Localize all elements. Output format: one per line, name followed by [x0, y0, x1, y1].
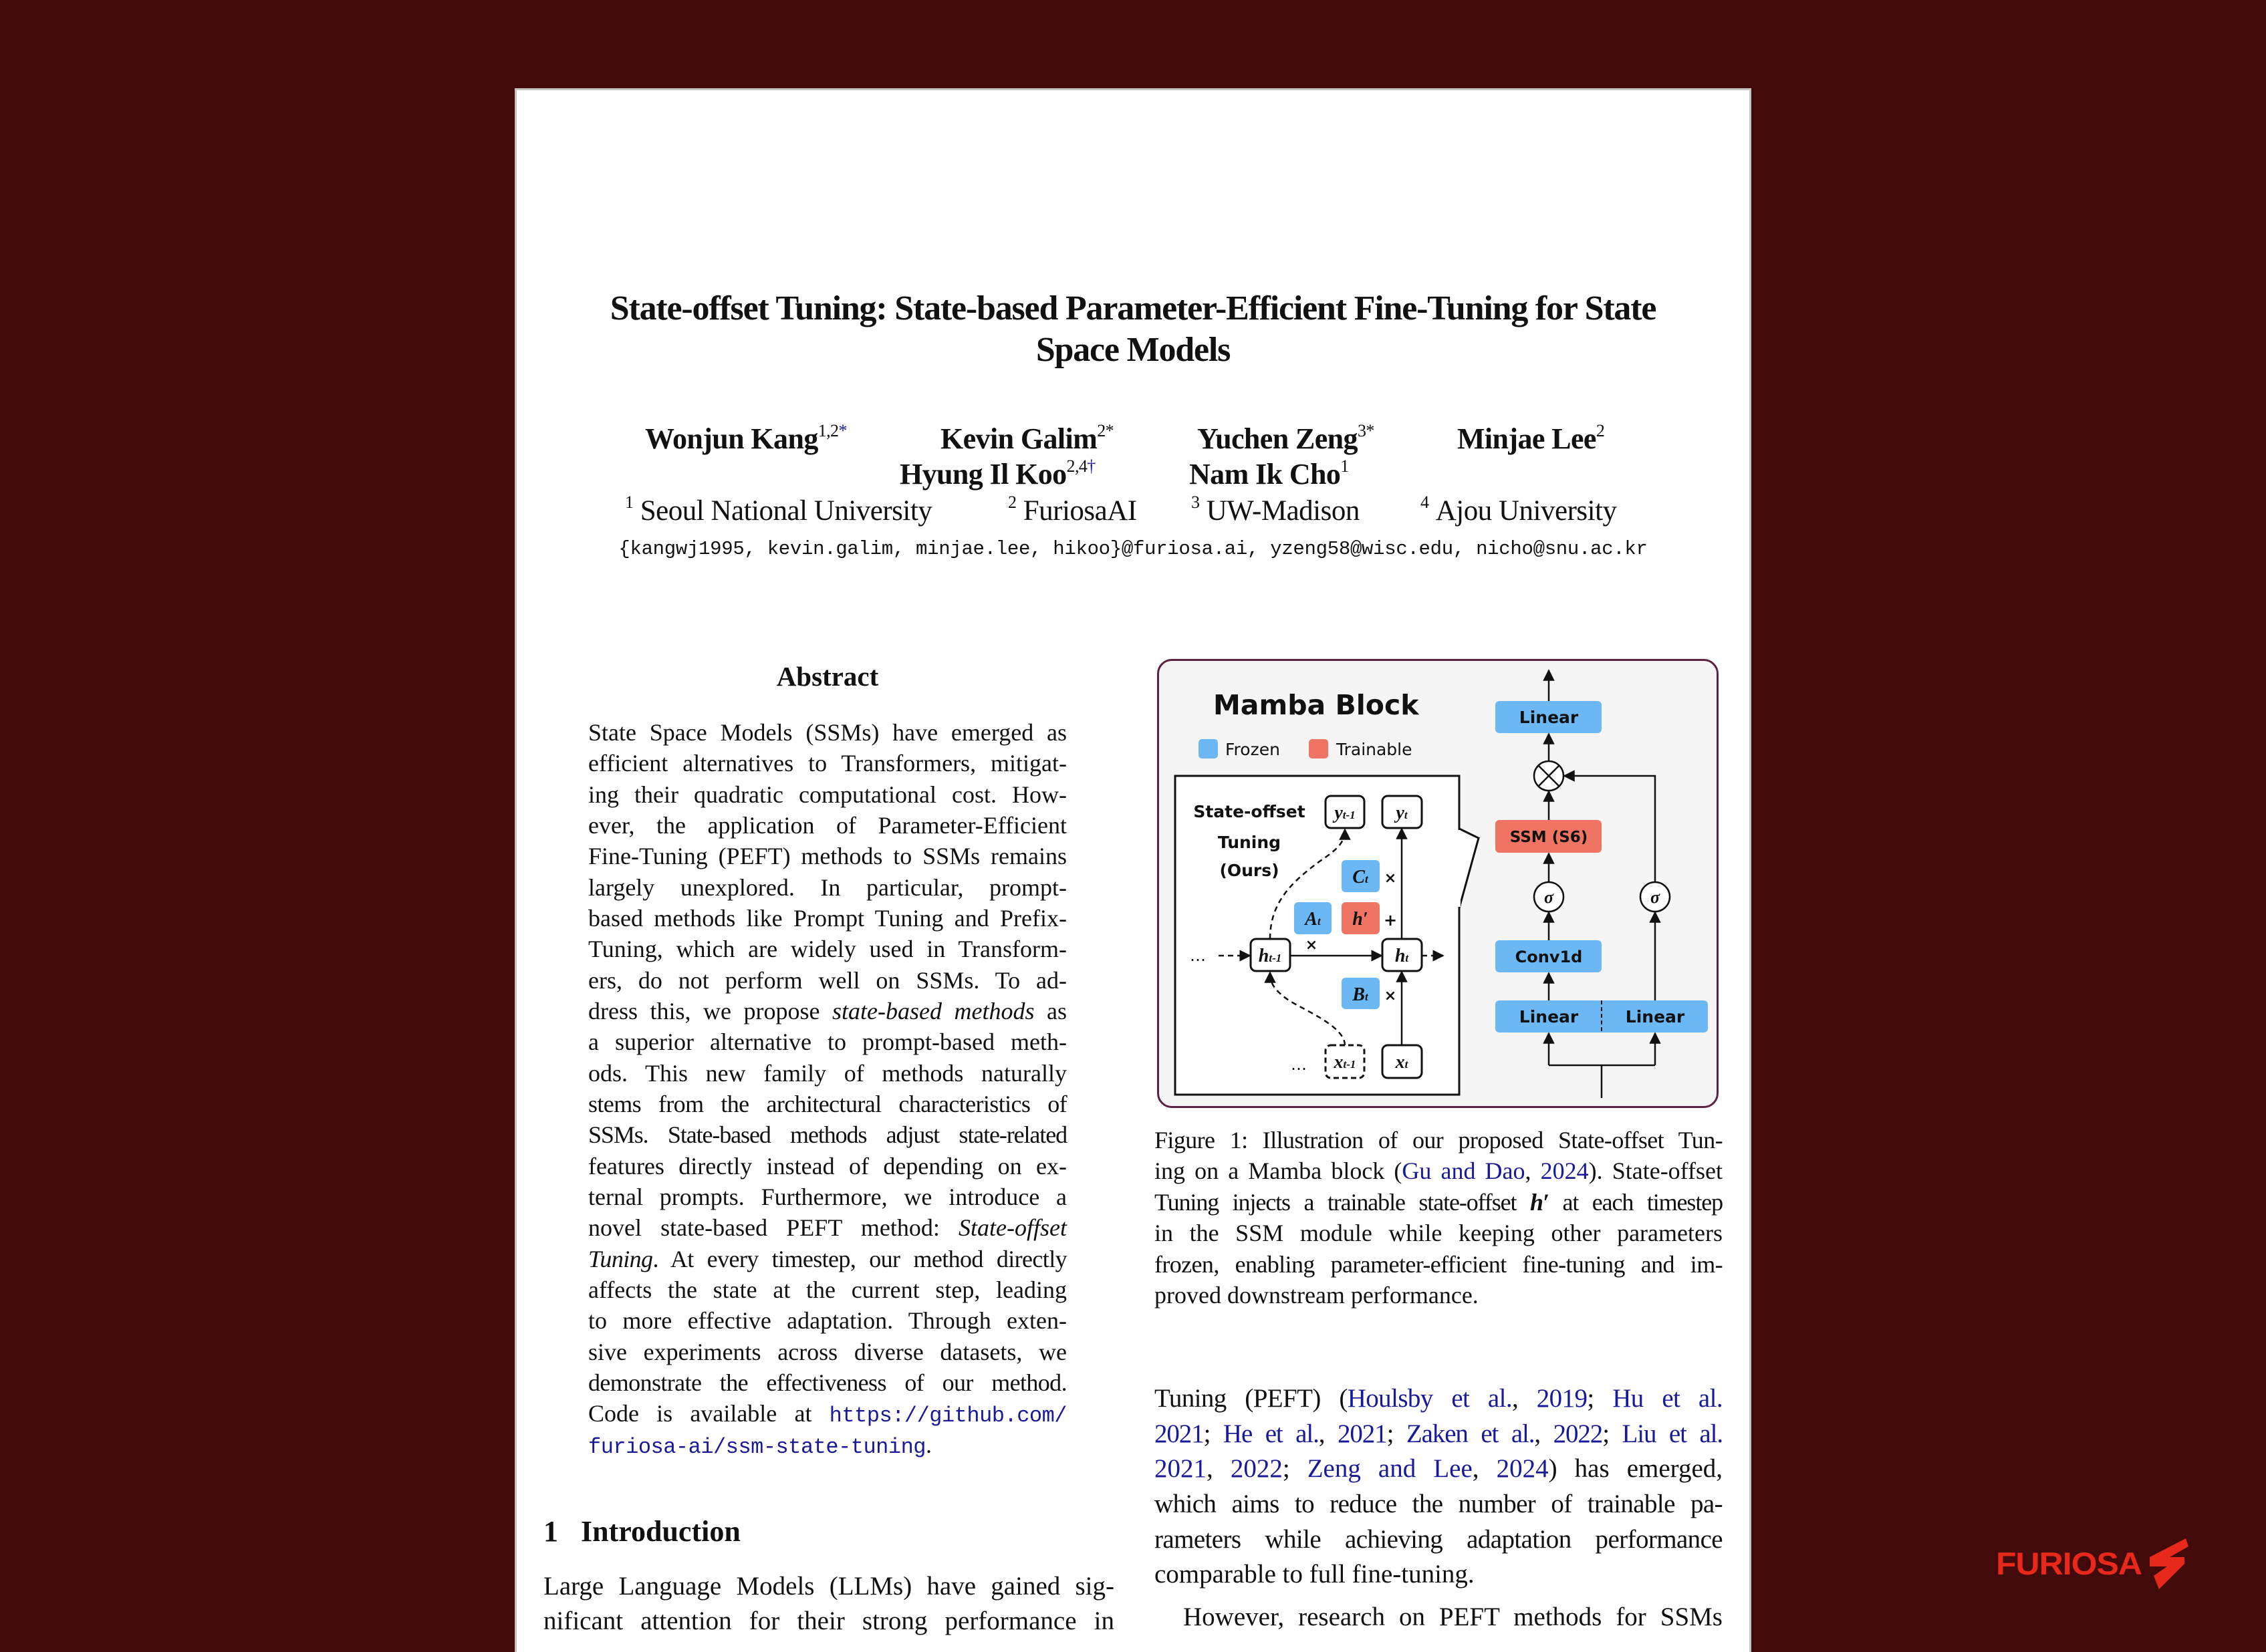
- text-segment: Tuning (PEFT) (: [1154, 1384, 1348, 1413]
- author-minjae-lee: [1457, 421, 1604, 457]
- author-name: Hyung Il Koo: [900, 458, 1067, 491]
- abstract-line: sive experiments across diverse datasets, we: [588, 1339, 1067, 1365]
- abstract-line: SSMs. State-based methods adjust state-related: [588, 1121, 1067, 1148]
- abstract-line: a superior alternative to prompt-based meth-: [588, 1028, 1067, 1055]
- author-yuchen-zeng: [1197, 421, 1374, 457]
- section-heading-introduction: [543, 1514, 741, 1550]
- svg-text:Bt: Bt: [1352, 984, 1368, 1005]
- citation-link[interactable]: 2019: [1536, 1384, 1588, 1413]
- author-name: Yuchen Zeng: [1197, 422, 1358, 455]
- affiliation-number: 4: [1420, 493, 1429, 512]
- legend-trainable-label: Trainable: [1336, 740, 1412, 759]
- affiliation-number: 1: [625, 493, 634, 512]
- svg-text:SSM (S6): SSM (S6): [1509, 829, 1588, 846]
- inset-label-line-2: Tuning: [1217, 833, 1281, 852]
- abstract-line: stems from the architectural characteristics of: [588, 1091, 1067, 1117]
- caption-line: proved downstream performance.: [1154, 1282, 1479, 1309]
- intro-line: Large Language Models (LLMs) have gained sig-: [543, 1572, 1114, 1601]
- equal-contrib-mark: *: [1105, 421, 1114, 440]
- text-segment: ing on a Mamba block (: [1154, 1157, 1402, 1184]
- text-segment: at each timestep: [1548, 1189, 1723, 1216]
- svg-text:ht: ht: [1394, 946, 1409, 966]
- equal-contrib-mark[interactable]: *: [838, 421, 847, 440]
- author-name: Wonjun Kang: [645, 422, 818, 455]
- abstract-line: State Space Models (SSMs) have emerged as: [588, 719, 1067, 746]
- abstract-line: demonstrate the effectiveness of our method.: [588, 1369, 1067, 1396]
- author-affil-sup: 3: [1357, 421, 1366, 440]
- abstract-line: ternal prompts. Furthermore, we introduce a: [588, 1184, 1067, 1210]
- citation-link[interactable]: 2021: [1154, 1454, 1207, 1483]
- section-number: 1: [543, 1515, 558, 1548]
- svg-text:Linear: Linear: [1519, 1007, 1579, 1026]
- citation-link[interactable]: He et al.: [1223, 1419, 1319, 1448]
- svg-text:Conv1d: Conv1d: [1515, 948, 1583, 966]
- abstract-line: ing their quadratic computational cost. How-: [588, 781, 1067, 808]
- equal-contrib-mark: *: [1366, 421, 1374, 440]
- caption-line: Figure 1: Illustration of our proposed State-offset Tun-: [1154, 1127, 1723, 1153]
- abstract-line: based methods like Prompt Tuning and Prefix-: [588, 905, 1067, 932]
- body-line: rameters while achieving adaptation performance: [1154, 1525, 1723, 1554]
- svg-text:h′: h′: [1352, 909, 1368, 930]
- text-segment: Code is available at: [588, 1400, 812, 1427]
- add-op: +: [1383, 911, 1398, 930]
- affiliation-name: Ajou University: [1435, 495, 1617, 527]
- body-line: comparable to full fine-tuning.: [1154, 1560, 1475, 1589]
- caption-line: frozen, enabling parameter-efficient fine-tuning and im-: [1154, 1251, 1723, 1278]
- body-line: However, research on PEFT methods for SSMs: [1183, 1603, 1723, 1631]
- abstract-heading: Abstract: [776, 661, 879, 692]
- text-segment: novel state-based PEFT method:: [588, 1214, 940, 1241]
- corresponding-mark[interactable]: †: [1087, 456, 1096, 476]
- author-kevin-galim: [940, 421, 1114, 457]
- svg-text:yt-1: yt-1: [1334, 803, 1356, 823]
- inset-label-line-3: (Ours): [1219, 861, 1279, 880]
- citation-link[interactable]: 2022: [1553, 1419, 1603, 1448]
- math-h-prime: h′: [1530, 1189, 1549, 1216]
- affiliation-name: FuriosaAI: [1023, 495, 1137, 527]
- mamba-block-diagram: [1157, 659, 1723, 1112]
- abstract-line: [588, 1429, 932, 1460]
- paper-title-line-2: Space Models: [1035, 331, 1231, 369]
- multiply-op: ×: [1384, 870, 1397, 887]
- text-segment: ) has emerged,: [1548, 1454, 1723, 1483]
- body-line: 2021, 2022; Zeng and Lee, 2024) has emerged,: [1154, 1454, 1723, 1483]
- body-line: Tuning (PEFT) (Houlsby et al., 2019; Hu et al.: [1154, 1384, 1723, 1413]
- affiliation-3: [1191, 493, 1360, 529]
- svg-text:yt: yt: [1396, 803, 1408, 823]
- logo-wordmark: FURIOSA: [1996, 1546, 2142, 1582]
- italic-term: state-based methods: [832, 998, 1035, 1024]
- text-segment: . At every timestep, our method directly: [652, 1246, 1067, 1272]
- text-segment: as: [1034, 998, 1067, 1024]
- citation-link[interactable]: 2022: [1230, 1454, 1283, 1483]
- author-affil-sup: 2: [1596, 421, 1605, 440]
- ellipsis: …: [1190, 946, 1206, 965]
- abstract-line: efficient alternatives to Transformers, mitigat-: [588, 750, 1067, 777]
- author-name: Kevin Galim: [940, 422, 1098, 455]
- author-affil-sup: 1,2: [817, 421, 839, 440]
- affiliation-2: [1008, 493, 1137, 529]
- abstract-line: ever, the application of Parameter-Efficient: [588, 812, 1067, 839]
- author-name: Nam Ik Cho: [1189, 458, 1341, 491]
- abstract-line: ods. This new family of methods naturally: [588, 1060, 1067, 1087]
- caption-line: [1154, 1187, 1723, 1218]
- inset-label-line-1: State-offset: [1193, 802, 1305, 821]
- affiliation-number: 3: [1191, 493, 1200, 512]
- abstract-line: affects the state at the current step, leading: [588, 1276, 1067, 1303]
- citation-link[interactable]: Houlsby et al.: [1347, 1384, 1512, 1413]
- caption-line: ing on a Mamba block (Gu and Dao, 2024). State-offset: [1154, 1157, 1723, 1184]
- svg-text:Linear: Linear: [1519, 708, 1579, 727]
- intro-line: nificant attention for their strong performance in: [543, 1607, 1114, 1635]
- abstract-line: to more effective adaptation. Through exten-: [588, 1307, 1067, 1334]
- abstract-line: Tuning, which are widely used in Transform-: [588, 936, 1067, 962]
- text-segment: Tuning injects a trainable state-offset: [1154, 1189, 1517, 1216]
- citation-link[interactable]: 2021: [1337, 1419, 1387, 1448]
- affiliation-1: [625, 493, 932, 529]
- figure-mamba-block: [1157, 659, 1719, 1108]
- body-line: 2021; He et al., 2021; Zaken et al., 2022; Liu et al.: [1154, 1419, 1723, 1448]
- author-wonjun-kang: [645, 421, 847, 457]
- svg-text:ht-1: ht-1: [1258, 946, 1282, 966]
- svg-text:xt: xt: [1395, 1052, 1408, 1073]
- author-name: Minjae Lee: [1457, 422, 1596, 455]
- citation-link[interactable]: Hu et al.: [1612, 1384, 1723, 1413]
- legend-trainable-swatch: [1309, 739, 1328, 759]
- citation-link[interactable]: Liu et al.: [1622, 1419, 1723, 1448]
- lightning-bolt-icon: [2144, 1537, 2192, 1591]
- author-affil-sup: 2: [1097, 421, 1106, 440]
- abstract-line: largely unexplored. In particular, prompt-: [588, 874, 1067, 901]
- author-hyung-il-koo: [900, 456, 1096, 493]
- italic-term: Tuning: [588, 1246, 653, 1272]
- abstract-line: [588, 1244, 1067, 1274]
- affiliation-name: UW-Madison: [1206, 495, 1360, 527]
- citation-link[interactable]: Gu and Dao: [1402, 1157, 1525, 1184]
- affiliation-number: 2: [1008, 493, 1017, 512]
- svg-text:xt-1: xt-1: [1334, 1052, 1356, 1073]
- citation-link[interactable]: Zeng and Lee: [1307, 1454, 1473, 1483]
- paper-title-line-1: State-offset Tuning: State-based Parameter-Efficient Fine-Tuning for State: [610, 289, 1656, 327]
- svg-text:σ: σ: [1543, 887, 1554, 907]
- author-affil-sup: 1: [1340, 456, 1349, 476]
- text-segment: .: [925, 1431, 932, 1458]
- abstract-line: [588, 1398, 1067, 1429]
- svg-text:Ct: Ct: [1352, 867, 1368, 887]
- multiply-op: ×: [1384, 988, 1397, 1004]
- abstract-line: ers, do not perform well on SSMs. To ad-: [588, 967, 1067, 994]
- author-emails: {kangwj1995, kevin.galim, minjae.lee, hikoo}@furiosa.ai, yzeng58@wisc.edu, nicho@snu.ac.kr: [618, 538, 1648, 560]
- body-line: which aims to reduce the number of trainable pa-: [1154, 1490, 1723, 1518]
- abstract-line: features directly instead of depending on ex-: [588, 1153, 1067, 1180]
- abstract-line: Fine-Tuning (PEFT) methods to SSMs remains: [588, 843, 1067, 869]
- figure-title: Mamba Block: [1213, 689, 1419, 721]
- citation-link[interactable]: 2024: [1540, 1157, 1589, 1184]
- furiosa-logo: [1996, 1537, 2192, 1591]
- legend-frozen-swatch: [1199, 739, 1218, 759]
- abstract-line: [588, 1212, 1067, 1243]
- citation-link[interactable]: 2021: [1154, 1419, 1204, 1448]
- code-link[interactable]: https://github.com/: [829, 1403, 1067, 1428]
- svg-text:Linear: Linear: [1625, 1007, 1685, 1026]
- multiply-op: ×: [1305, 937, 1318, 954]
- author-nam-ik-cho: [1189, 456, 1349, 493]
- code-link[interactable]: furiosa-ai/ssm-state-tuning: [588, 1435, 926, 1460]
- ellipsis: …: [1291, 1055, 1307, 1074]
- text-segment: dress this, we propose: [588, 998, 820, 1024]
- abstract-line: [588, 996, 1067, 1026]
- caption-line: in the SSM module while keeping other parameters: [1154, 1220, 1723, 1246]
- italic-term: State-offset: [959, 1214, 1067, 1241]
- text-segment: ). State-offset: [1588, 1157, 1723, 1184]
- affiliation-4: [1420, 493, 1617, 529]
- svg-text:σ: σ: [1650, 887, 1660, 907]
- legend-frozen-label: Frozen: [1225, 740, 1280, 759]
- author-affil-sup: 2,4: [1066, 456, 1088, 476]
- section-title: Introduction: [581, 1515, 741, 1548]
- affiliation-name: Seoul National University: [640, 495, 932, 527]
- citation-link[interactable]: 2024: [1496, 1454, 1549, 1483]
- citation-link[interactable]: Zaken et al.: [1406, 1419, 1535, 1448]
- svg-text:At: At: [1305, 909, 1321, 930]
